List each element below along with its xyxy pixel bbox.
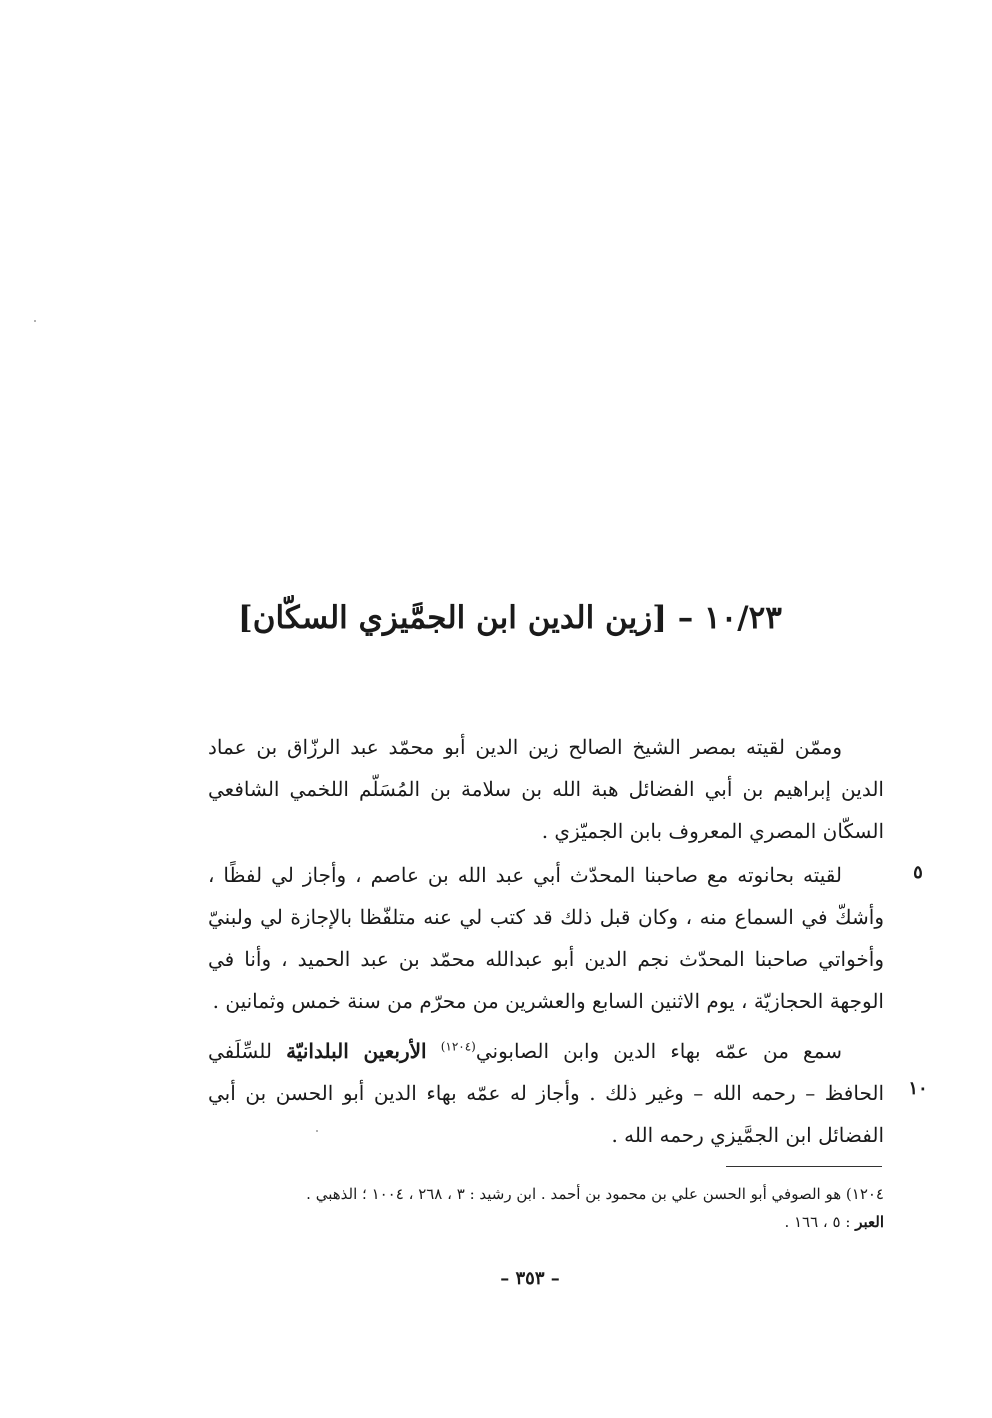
- paragraph-line: الدين إبراهيم بن أبي الفضائل هبة الله بن سلامة بن المُسَلّم اللخمي الشافعي: [208, 777, 884, 801]
- paragraph-line: وأخواتي صاحبنا المحدّث نجم الدين أبو عبدالله محمّد بن عبد الحميد ، وأنا في: [208, 947, 884, 971]
- text-segment: للسِّلَفي: [208, 1039, 272, 1063]
- paragraph-2: [208, 854, 884, 1022]
- paragraph-1: [208, 726, 884, 852]
- paragraph-line: [208, 1030, 884, 1072]
- paragraph-line: الفضائل ابن الجمَّيزي رحمه الله .: [611, 1123, 884, 1147]
- heading-name: [زين الدين ابن الجمَّيزي السكّان]: [238, 600, 667, 636]
- scan-speck: [34, 320, 36, 322]
- paragraph-line: وممّن لقيته بمصر الشيخ الصالح زين الدين أبو محمّد عبد الرزّاق بن عماد: [208, 735, 842, 759]
- footnote-line: ١٢٠٤) هو الصوفي أبو الحسن علي بن محمود بن أحمد . ابن رشيد : ٣ ، ٢٦٨ ، ١٠٠٤ ؛ الذهبي .: [306, 1185, 884, 1203]
- paragraph-3: [208, 1030, 884, 1156]
- footnote-citation: : ٥ ، ١٦٦ .: [784, 1213, 851, 1231]
- paragraph-line: لقيته بحانوته مع صاحبنا المحدّث أبي عبد الله بن عاصم ، وأجاز لي لفظًا ،: [208, 863, 842, 887]
- footnote-reference: (١٢٠٤): [440, 1039, 476, 1054]
- footnote: [216, 1180, 884, 1236]
- footnote-line: [216, 1208, 884, 1236]
- line-number-10: ١٠: [908, 1078, 928, 1099]
- footnote-divider: [726, 1166, 882, 1167]
- paragraph-line: وأشكّ في السماع منه ، وكان قبل ذلك قد كتب لي عنه متلفّظا بالإجازة لي ولبنيّ: [208, 905, 884, 929]
- line-number-5: ٥: [913, 862, 923, 883]
- footnote-source: العبر: [855, 1213, 884, 1231]
- page-number: – ٣٥٣ –: [500, 1268, 560, 1289]
- paragraph-line: الحافظ – رحمه الله – وغير ذلك . وأجاز له عمّه بهاء الدين أبو الحسن بن أبي: [208, 1081, 884, 1105]
- paragraph-line: الوجهة الحجازيّة ، يوم الاثنين السابع والعشرين من محرّم من سنة خمس وثمانين .: [212, 989, 884, 1013]
- heading-dash: –: [677, 600, 694, 636]
- text-segment: سمع من عمّه بهاء الدين وابن الصابوني: [475, 1039, 843, 1063]
- heading-number: ١٠/٢٣: [704, 600, 782, 636]
- section-heading: [190, 588, 830, 648]
- paragraph-line: السكّان المصري المعروف بابن الجميّزي .: [541, 819, 884, 843]
- book-title: الأربعين البلدانيّة: [286, 1039, 427, 1063]
